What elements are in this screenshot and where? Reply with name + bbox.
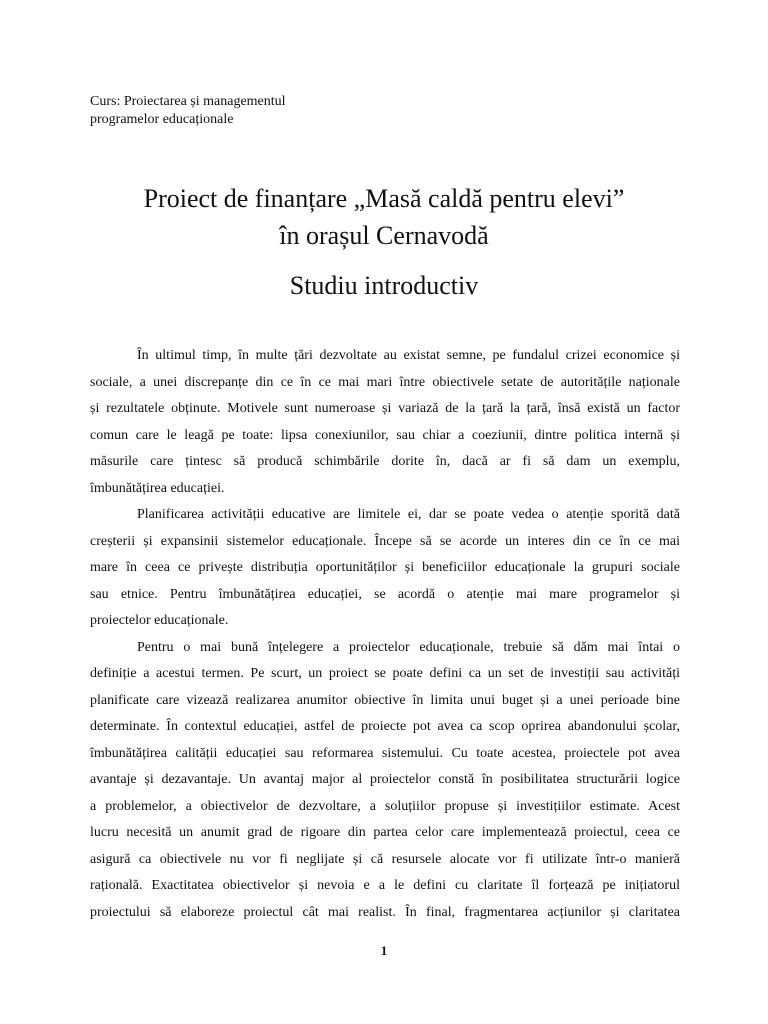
paragraph-line: și rezultatele obținute. Motivele sunt numeroase și variază de la țară la țară, însă există un factor bbox=[90, 401, 680, 416]
paragraph-line: a problemelor, a obiectivelor de dezvoltare, a soluțiilor propuse și investițiilor estimate. Acest bbox=[90, 798, 680, 814]
paragraph-line: planificate care vizează realizarea anumitor obiective în limita unui buget și a unei perioade bine bbox=[90, 692, 680, 708]
paragraph-line: lucru necesită un anumit grad de rigoare din partea celor care implementează proiectul, ceea ce bbox=[90, 825, 680, 840]
paragraph-line: definiție a acestui termen. Pe scurt, un proiect se poate defini ca un set de investiții sau activități bbox=[90, 666, 680, 681]
paragraph-line: asigură ca obiectivele nu vor fi neglijate și că resursele alocate vor fi utilizate într-o manieră bbox=[90, 851, 680, 867]
paragraph-line: proiectului să elaboreze proiectul cât mai realist. În final, fragmentarea acțiunilor și claritatea bbox=[90, 904, 680, 920]
paragraph-line: măsurile care țintesc să producă schimbările dorite în, dacă ar fi să dam un exemplu, bbox=[90, 454, 680, 469]
document-title-line-1: Proiect de finanțare „Masă caldă pentru elevi” bbox=[143, 184, 625, 213]
paragraph-line: Pentru o mai bună înțelegere a proiectelor educaționale, trebuie să dăm mai întai o bbox=[137, 639, 680, 655]
paragraph-line: avantaje și dezavantaje. Un avantaj major al proiectelor constă în posibilitatea structurării logice bbox=[90, 772, 680, 787]
paragraph-line: sociale, a unei discrepanțe din ce în ce mai mari între obiectivele setate de autoritățile naționale bbox=[90, 374, 680, 390]
body-text bbox=[90, 343, 680, 926]
paragraph-line: îmbunătățirea educației. bbox=[90, 480, 225, 496]
paragraph-line: În ultimul timp, în multe țări dezvoltate au existat semne, pe fundalul crizei economice și bbox=[137, 348, 680, 363]
paragraph-line: rațională. Exactitatea obiectivelor și nevoia e a le defini cu claritate îl forțează pe inițiatorul bbox=[90, 878, 680, 893]
course-line-2: programelor educaționale bbox=[90, 112, 234, 127]
paragraph-line: determinate. În contextul educației, astfel de proiecte pot avea ca scop oprirea abandonului școlar, bbox=[90, 719, 680, 734]
paragraph-line: sau etnice. Pentru îmbunătățirea educației, se acordă o atenție mai mare programelor și bbox=[90, 586, 680, 602]
paragraph-line: Planificarea activității educative are limitele ei, dar se poate vedea o atenție sporită dată bbox=[137, 507, 680, 522]
course-header bbox=[90, 93, 286, 129]
course-line-1: Curs: Proiectarea și managementul bbox=[90, 94, 286, 109]
paragraph-line: creșterii și expansinii sistemelor educaționale. Începe să se acorde un interes din ce în ce mai bbox=[90, 533, 680, 549]
paragraph-line: proiectelor educaționale. bbox=[90, 613, 229, 628]
paragraph-line: comun care le leagă pe toate: lipsa conexiunilor, sau chiar a coeziunii, dintre politica internă și bbox=[90, 427, 680, 443]
paragraph-line: îmbunătățirea calității educației sau reformarea sistemului. Cu toate acestea, proiectele pot avea bbox=[90, 745, 680, 761]
page-number: 1 bbox=[380, 943, 388, 958]
section-heading: Studiu introductiv bbox=[289, 271, 479, 300]
paragraph-line: mare în ceea ce privește distribuția oportunităților și beneficiilor educaționale la grupuri sociale bbox=[90, 560, 680, 575]
document-title-line-2: în orașul Cernavodă bbox=[279, 221, 489, 250]
